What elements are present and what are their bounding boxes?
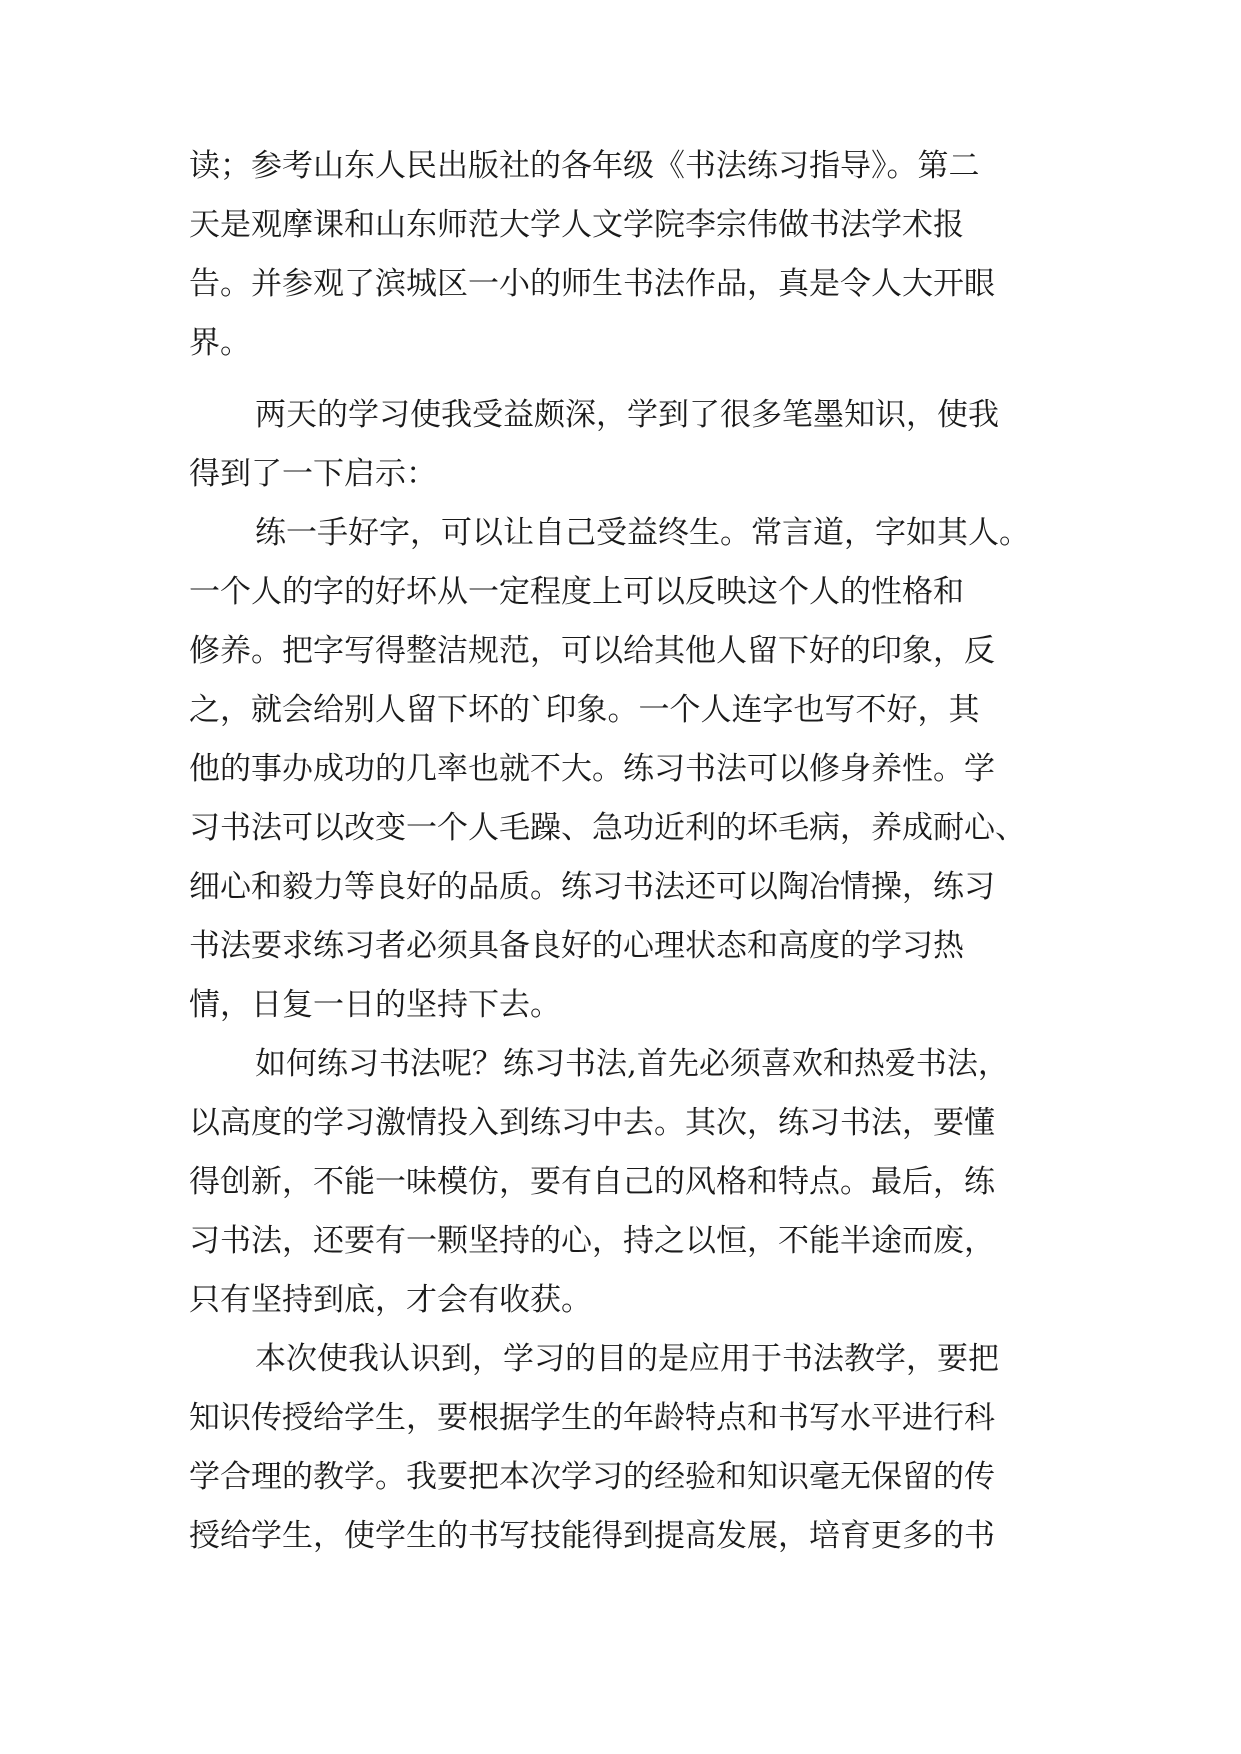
text-line: 以高度的学习激情投入到练习中去。其次，练习书法，要懂 <box>189 1105 995 1141</box>
paragraph-first-line: 本次使我认识到，学习的目的是应用于书法教学，要把 <box>255 1341 999 1377</box>
text-line: 习书法，还要有一颗坚持的心，持之以恒，不能半途而废， <box>189 1223 995 1259</box>
text-line: 天是观摩课和山东师范大学人文学院李宗伟做书法学术报 <box>189 207 964 243</box>
text-line: 只有坚持到底，才会有收获。 <box>189 1282 592 1318</box>
text-line: 习书法可以改变一个人毛躁、急功近利的坏毛病，养成耐心、 <box>189 810 1026 846</box>
text-line: 得到了一下启示： <box>189 456 437 492</box>
paragraph-first-line: 两天的学习使我受益颇深，学到了很多笔墨知识，使我 <box>255 397 999 433</box>
text-line: 知识传授给学生，要根据学生的年龄特点和书写水平进行科 <box>189 1400 995 1436</box>
paragraph-first-line: 如何练习书法呢？练习书法,首先必须喜欢和热爱书法， <box>255 1046 1009 1082</box>
text-line: 他的事办成功的几率也就不大。练习书法可以修身养性。学 <box>189 751 995 787</box>
text-line: 情，日复一日的坚持下去。 <box>189 987 561 1023</box>
text-line: 学合理的教学。我要把本次学习的经验和知识毫无保留的传 <box>189 1459 995 1495</box>
text-line: 一个人的字的好坏从一定程度上可以反映这个人的性格和 <box>189 574 964 610</box>
text-line: 修养。把字写得整洁规范，可以给其他人留下好的印象，反 <box>189 633 995 669</box>
text-line: 读；参考山东人民出版社的各年级《书法练习指导》。第二 <box>189 148 980 184</box>
text-line: 告。并参观了滨城区一小的师生书法作品，真是令人大开眼 <box>189 266 995 302</box>
text-line: 得创新，不能一味模仿，要有自己的风格和特点。最后，练 <box>189 1164 995 1200</box>
text-line: 细心和毅力等良好的品质。练习书法还可以陶冶情操，练习 <box>189 869 995 905</box>
text-line: 之，就会给别人留下坏的`印象。一个人连字也写不好，其 <box>189 692 980 728</box>
text-line: 界。 <box>189 325 251 361</box>
text-line: 授给学生，使学生的书写技能得到提高发展，培育更多的书 <box>189 1518 995 1554</box>
text-line: 书法要求练习者必须具备良好的心理状态和高度的学习热 <box>189 928 964 964</box>
paragraph-first-line: 练一手好字，可以让自己受益终生。常言道，字如其人。 <box>255 515 1030 551</box>
